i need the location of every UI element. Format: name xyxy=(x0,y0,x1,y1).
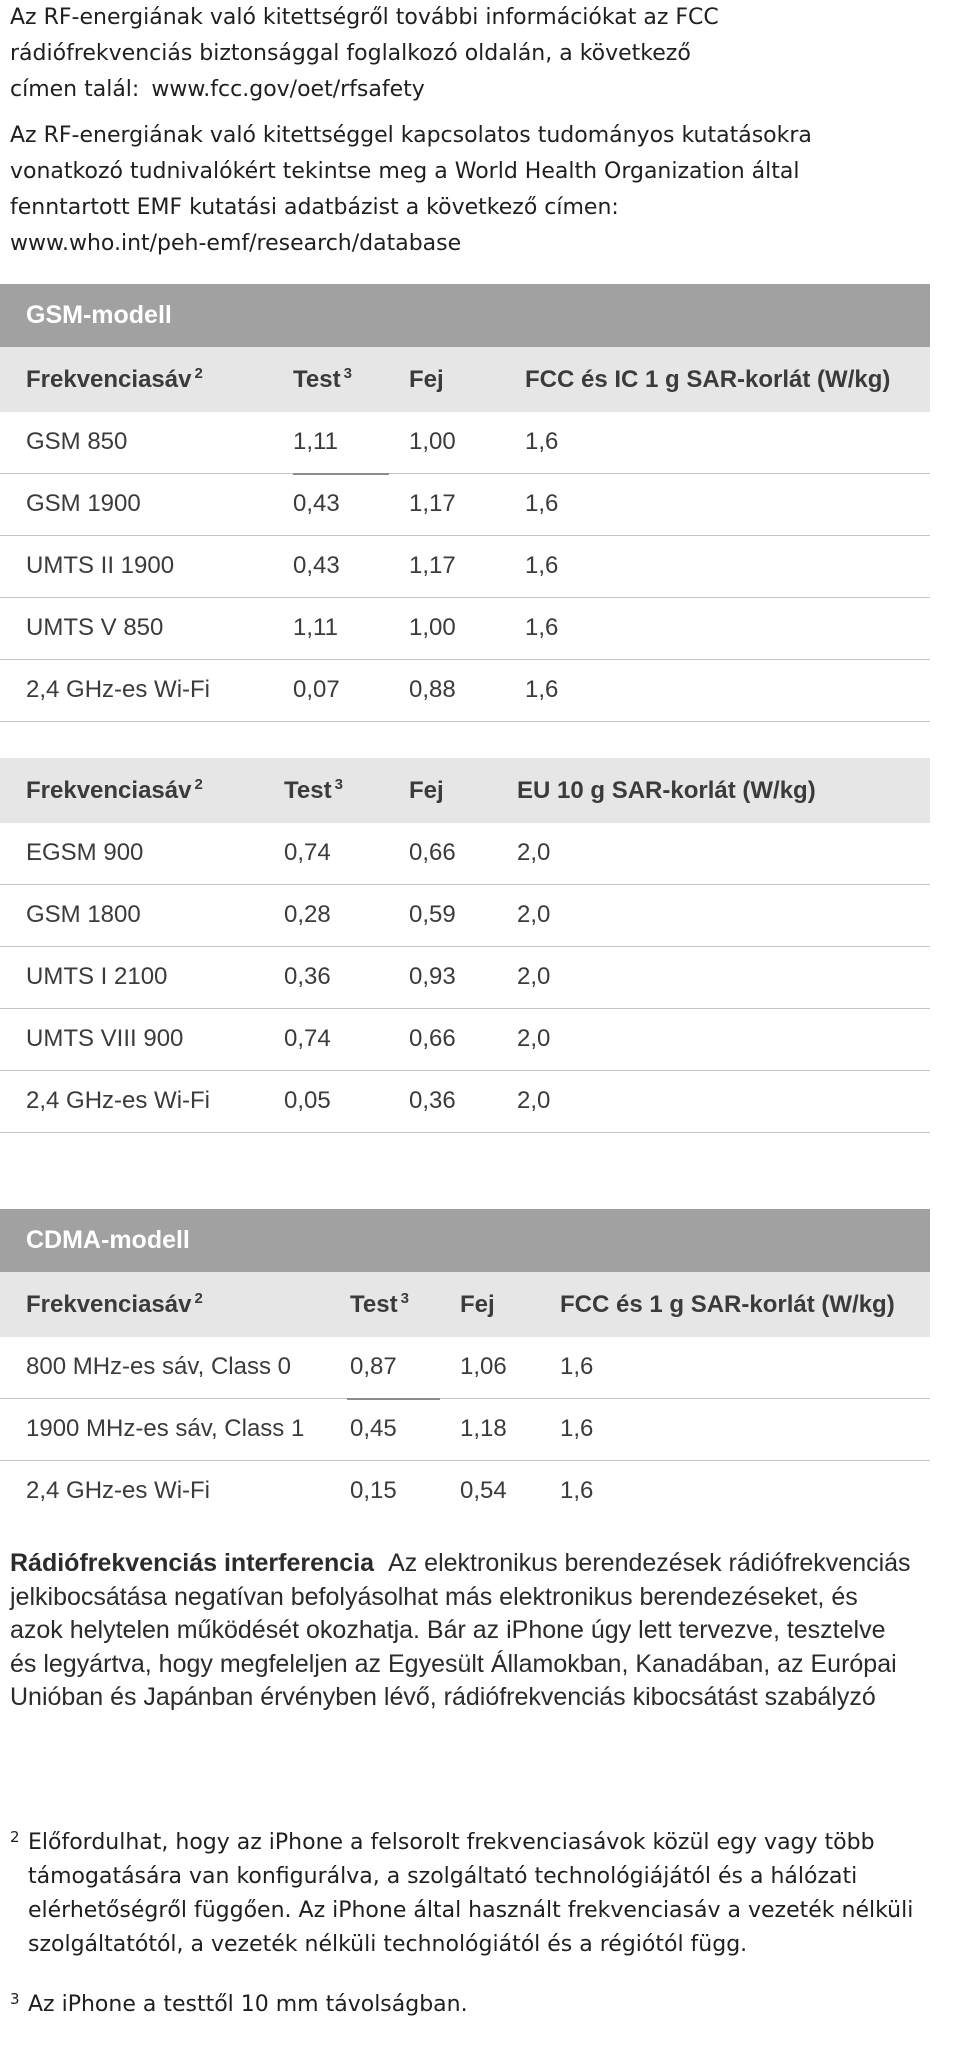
text-line: rádiófrekvenciás biztonsággal foglalkozó oldalán, a következő xyxy=(10,41,691,66)
table-row xyxy=(0,1337,930,1399)
table-row xyxy=(0,823,930,885)
cell-head-sar: 0,93 xyxy=(409,963,456,990)
text-line: támogatására van konfigurálva, a szolgáltató technológiájától és a hálózati xyxy=(28,1864,858,1889)
text-line xyxy=(10,1547,911,1581)
column-header-frequency-band xyxy=(26,347,203,412)
cell-frequency-band: 2,4 GHz-es Wi-Fi xyxy=(26,1087,211,1114)
cell-body-sar: 0,28 xyxy=(284,901,331,928)
cell-frequency-band: UMTS II 1900 xyxy=(26,552,175,579)
column-header-head: Fej xyxy=(409,777,444,804)
cell-body-sar: 0,74 xyxy=(284,1025,331,1052)
cell-sar-limit: 1,6 xyxy=(525,552,559,579)
cell-frequency-band: UMTS V 850 xyxy=(26,614,164,641)
cell-body-sar: 0,43 xyxy=(293,552,340,579)
column-header-frequency-band xyxy=(26,758,203,823)
fcc-rfsafety-link[interactable]: www.fcc.gov/oet/rfsafety xyxy=(151,77,425,102)
column-header-head: Fej xyxy=(409,366,444,393)
text-line: Előfordulhat, hogy az iPhone a felsorolt frekvenciasávok közül egy vagy több xyxy=(28,1830,875,1855)
text-line: és legyártva, hogy megfeleljen az Egyesült Államokban, Kanadában, az Európai xyxy=(10,1649,897,1678)
table-row xyxy=(0,1461,930,1523)
cell-head-sar: 0,88 xyxy=(409,676,456,703)
cell-body-sar: 0,43 xyxy=(293,490,340,517)
footnote-ref: 2 xyxy=(194,1290,203,1307)
cell-sar-limit: 2,0 xyxy=(517,1025,551,1052)
cell-frequency-band: UMTS I 2100 xyxy=(26,963,168,990)
text-line: Az RF-energiának való kitettségről további információkat az FCC xyxy=(10,5,719,30)
cell-sar-limit: 1,6 xyxy=(560,1353,594,1380)
text-line: jelkibocsátása negatívan befolyásolhat más elektronikus berendezéseket, és xyxy=(10,1582,858,1611)
cell-body-sar: 1,11 xyxy=(293,614,338,641)
cell-body-sar: 0,15 xyxy=(350,1477,397,1504)
cell-body-sar: 0,07 xyxy=(293,676,340,703)
cell-body-sar: 0,74 xyxy=(284,839,331,866)
cell-head-sar: 0,54 xyxy=(460,1477,507,1504)
cell-frequency-band: 1900 MHz-es sáv, Class 1 xyxy=(26,1415,305,1442)
footnote-ref: 2 xyxy=(194,365,203,382)
footnote-ref: 2 xyxy=(194,776,203,793)
table-row xyxy=(0,598,930,660)
table-header-row xyxy=(0,347,930,412)
footnote-ref: 3 xyxy=(400,1290,409,1307)
table-row xyxy=(0,660,930,722)
gsm-model-section xyxy=(0,284,930,722)
cell-frequency-band: 2,4 GHz-es Wi-Fi xyxy=(26,676,211,703)
cell-sar-limit: 1,6 xyxy=(525,490,559,517)
text-line: Az iPhone a testtől 10 mm távolságban. xyxy=(28,1992,468,2017)
footnote-ref: 3 xyxy=(343,365,352,382)
interference-paragraph xyxy=(10,1547,911,1715)
table-row xyxy=(0,885,930,947)
text-line: azok helytelen működését okozhatja. Bár az iPhone úgy lett tervezve, tesztelve xyxy=(10,1616,886,1644)
column-header-body xyxy=(293,347,352,412)
cell-body-sar: 0,36 xyxy=(284,963,331,990)
cell-head-sar: 1,17 xyxy=(409,552,456,579)
text-line: szolgáltatótól, a vezeték nélküli technológiától és a régiótól függ. xyxy=(28,1932,748,1957)
text-segment: címen talál: xyxy=(10,77,140,102)
cell-sar-limit: 2,0 xyxy=(517,839,551,866)
header-label: Test xyxy=(293,366,341,393)
column-header-sar-limit: EU 10 g SAR-korlát (W/kg) xyxy=(517,777,816,804)
table-row xyxy=(0,1071,930,1133)
cell-frequency-band: 2,4 GHz-es Wi-Fi xyxy=(26,1477,211,1504)
cell-head-sar: 1,06 xyxy=(460,1353,507,1380)
cell-body-sar: 0,45 xyxy=(350,1415,397,1442)
column-header-frequency-band xyxy=(26,1272,203,1337)
cdma-model-section xyxy=(0,1209,930,1523)
interference-heading: Rádiófrekvenciás interferencia xyxy=(10,1549,375,1577)
footnote xyxy=(0,1826,913,1962)
cell-body-sar: 0,05 xyxy=(284,1087,331,1114)
text-line: fenntartott EMF kutatási adatbázist a következő címen: xyxy=(10,195,619,220)
text-line: elérhetőségről függően. Az iPhone által használt frekvenciasáv a vezeték nélküli xyxy=(28,1898,914,1923)
cell-frequency-band: GSM 1900 xyxy=(26,490,141,517)
gsm-eu-sar-table xyxy=(0,758,930,1133)
cell-sar-limit: 1,6 xyxy=(560,1477,594,1504)
cell-frequency-band: UMTS VIII 900 xyxy=(26,1025,184,1052)
header-label: Frekvenciasáv xyxy=(26,366,192,393)
cell-sar-limit: 1,6 xyxy=(560,1415,594,1442)
cell-head-sar: 0,59 xyxy=(409,901,456,928)
cell-head-sar: 1,17 xyxy=(409,490,456,517)
who-database-link[interactable]: www.who.int/peh-emf/research/database xyxy=(10,231,462,256)
cell-sar-limit: 2,0 xyxy=(517,901,551,928)
header-label: Frekvenciasáv xyxy=(26,777,192,804)
footnote-marker: 3 xyxy=(10,1990,20,2008)
column-header-head: Fej xyxy=(460,1291,495,1318)
table-row xyxy=(0,947,930,1009)
table-row xyxy=(0,1009,930,1071)
header-label: Frekvenciasáv xyxy=(26,1291,192,1318)
intro-paragraph-who xyxy=(10,118,812,262)
text-line xyxy=(10,72,719,108)
text-line: Az RF-energiának való kitettséggel kapcsolatos tudományos kutatásokra xyxy=(10,123,812,148)
column-header-sar-limit: FCC és 1 g SAR-korlát (W/kg) xyxy=(560,1291,895,1318)
cell-head-sar: 1,00 xyxy=(409,614,456,641)
header-label: Test xyxy=(350,1291,398,1318)
text-line: Unióban és Japánban érvényben lévő, rádiófrekvenciás kibocsátást szabályzó xyxy=(10,1683,876,1711)
text-segment: Az elektronikus berendezések rádiófrekvenciás xyxy=(388,1549,911,1577)
column-header-body xyxy=(284,758,343,823)
cell-sar-limit: 2,0 xyxy=(517,963,551,990)
cell-body-sar: 1,11 xyxy=(293,428,338,455)
cell-sar-limit: 1,6 xyxy=(525,428,559,455)
cell-body-sar: 0,87 xyxy=(350,1353,397,1380)
table-row xyxy=(0,536,930,598)
cell-sar-limit: 1,6 xyxy=(525,614,559,641)
cell-sar-limit: 1,6 xyxy=(525,676,559,703)
table-row xyxy=(0,1399,930,1461)
cell-frequency-band: EGSM 900 xyxy=(26,839,144,866)
intro-paragraph-fcc xyxy=(10,0,719,108)
cell-frequency-band: 800 MHz-es sáv, Class 0 xyxy=(26,1353,291,1380)
column-header-body xyxy=(350,1272,409,1337)
column-header-sar-limit: FCC és IC 1 g SAR-korlát (W/kg) xyxy=(525,366,891,393)
table-row xyxy=(0,474,930,536)
cell-head-sar: 0,66 xyxy=(409,839,456,866)
cell-head-sar: 0,66 xyxy=(409,1025,456,1052)
cell-sar-limit: 2,0 xyxy=(517,1087,551,1114)
header-label: Test xyxy=(284,777,332,804)
cell-frequency-band: GSM 1800 xyxy=(26,901,141,928)
cell-head-sar: 1,18 xyxy=(460,1415,507,1442)
text-line: vonatkozó tudnivalókért tekintse meg a World Health Organization által xyxy=(10,159,800,184)
cell-frequency-band: GSM 850 xyxy=(26,428,128,455)
table-header-row xyxy=(0,758,930,823)
table-row xyxy=(0,412,930,474)
footnote xyxy=(0,1988,468,2022)
footnote-marker: 2 xyxy=(10,1828,20,1846)
cell-head-sar: 0,36 xyxy=(409,1087,456,1114)
section-title-gsm: GSM-modell xyxy=(0,284,930,347)
footnote-ref: 3 xyxy=(334,776,343,793)
section-title-cdma: CDMA-modell xyxy=(0,1209,930,1272)
cell-head-sar: 1,00 xyxy=(409,428,456,455)
table-header-row xyxy=(0,1272,930,1337)
